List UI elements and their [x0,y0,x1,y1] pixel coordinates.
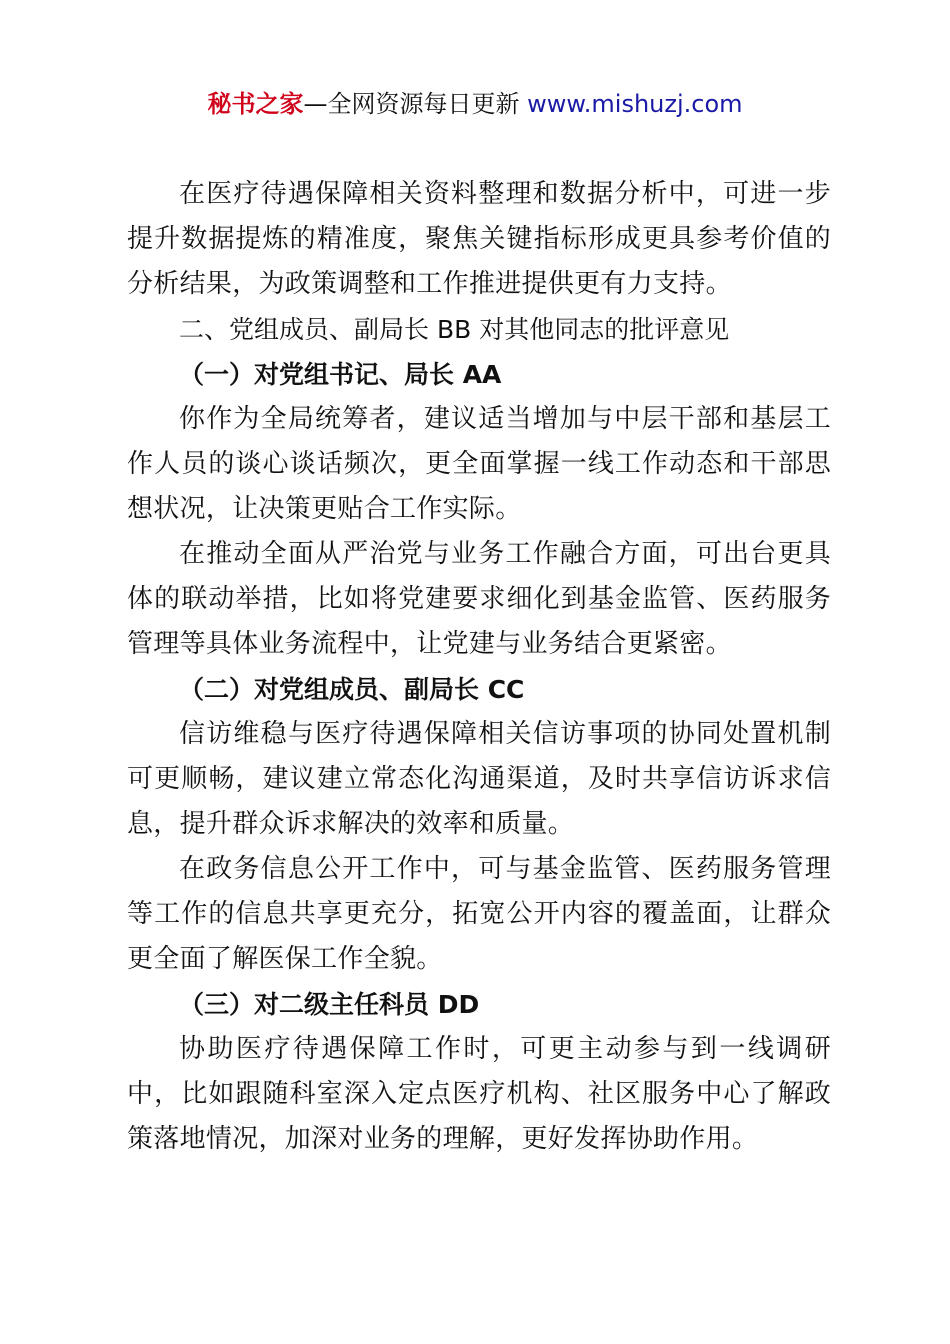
site-header [0,86,950,122]
paragraph-2: 你作为全局统筹者，建议适当增加与中层干部和基层工作人员的谈心谈话频次，更全面掌握一线工作动态和干部思想状况，让决策更贴合工作实际。 [127,404,831,524]
brand-name: 秘书之家 [207,90,304,118]
site-url[interactable]: www.mishuzj.com [527,90,743,118]
subsection-1-title: （一）对党组书记、局长 AA [179,360,502,389]
section-2-title: 二、党组成员、副局长 BB 对其他同志的批评意见 [179,315,730,344]
document-body [127,172,831,1162]
paragraph-1: 在医疗待遇保障相关资料整理和数据分析中，可进一步提升数据提炼的精准度，聚焦关键指标形成更具参考价值的分析结果，为政策调整和工作推进提供更有力支持。 [127,179,831,299]
subsection-3-title: （三）对二级主任科员 DD [179,990,480,1019]
paragraph-4: 信访维稳与医疗待遇保障相关信访事项的协同处置机制可更顺畅，建议建立常态化沟通渠道，及时共享信访诉求信息，提升群众诉求解决的效率和质量。 [127,719,831,839]
subsection-2-title: （二）对党组成员、副局长 CC [179,675,525,704]
header-slogan: —全网资源每日更新 [303,90,528,118]
paragraph-3: 在推动全面从严治党与业务工作融合方面，可出台更具体的联动举措，比如将党建要求细化到基金监管、医药服务管理等具体业务流程中，让党建与业务结合更紧密。 [127,539,831,659]
paragraph-5: 在政务信息公开工作中，可与基金监管、医药服务管理等工作的信息共享更充分，拓宽公开内容的覆盖面，让群众更全面了解医保工作全貌。 [127,854,831,974]
paragraph-6: 协助医疗待遇保障工作时，可更主动参与到一线调研中，比如跟随科室深入定点医疗机构、社区服务中心了解政策落地情况，加深对业务的理解，更好发挥协助作用。 [127,1034,831,1154]
